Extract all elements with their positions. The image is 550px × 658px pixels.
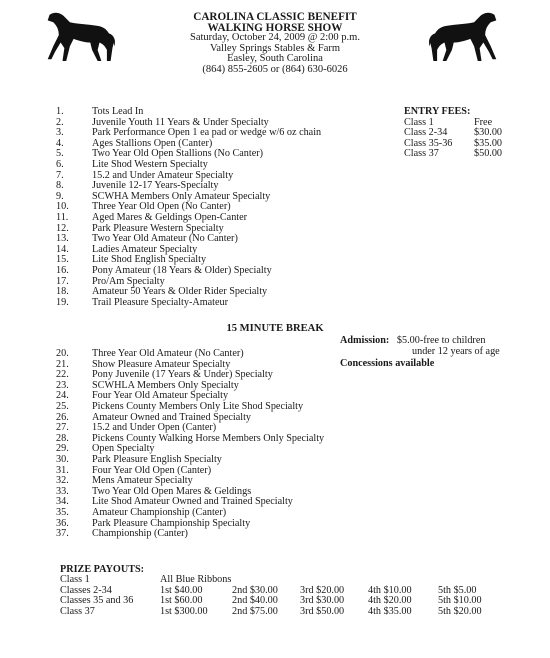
class-number: 33. [56,485,69,497]
payout-amount: 2nd $30.00 [232,584,278,596]
fee-row [404,148,503,160]
class-name: Show Pleasure Amateur Specialty [92,358,231,370]
class-number: 4. [56,137,64,149]
class-entry [56,349,356,360]
class-name: Park Pleasure Championship Specialty [92,517,251,529]
class-name: 15.2 and Under Amateur Specialty [92,169,234,181]
fee-class: Class 1 [404,116,434,128]
class-number: 11. [56,211,69,223]
class-name: 15.2 and Under Open (Canter) [92,422,217,434]
class-number: 1. [56,106,64,117]
class-name: Ages Stallions Open (Canter) [92,137,213,149]
class-name: Three Year Old Open (No Canter) [92,201,231,213]
fee-amount: $50.00 [474,148,503,160]
class-name: Pickens County Walking Horse Members Only Specialty [92,432,325,444]
show-subtitle: WALKING HORSE SHOW [207,21,343,34]
class-number: 12. [56,222,69,234]
payout-amount: 4th $20.00 [368,595,412,607]
payout-amount: 2nd $40.00 [232,595,278,607]
class-number: 31. [56,464,69,476]
payout-amount: 1st $300.00 [160,605,208,617]
payout-row [60,607,500,617]
fee-amount: $35.00 [474,137,503,149]
class-list-part2 [56,349,356,540]
class-name: Trail Pleasure Specialty-Amateur [92,296,228,308]
class-number: 14. [56,243,69,255]
class-name: Lite Shod English Specialty [92,254,207,266]
class-name: Park Pleasure English Specialty [92,453,222,465]
payout-class: Classes 35 and 36 [60,595,134,607]
class-name: Pro/Am Specialty [92,275,165,287]
class-number: 29. [56,443,69,455]
payout-amount: All Blue Ribbons [160,574,232,586]
payout-amount: 5th $5.00 [438,584,477,596]
payout-class: Classes 2-34 [60,584,112,596]
class-number: 18. [56,286,69,298]
class-name: Open Specialty [92,443,155,455]
admission-note: under 12 years of age [412,346,500,357]
class-number: 32. [56,475,69,487]
class-number: 9. [56,190,64,202]
fee-class: Class 2-34 [404,127,448,139]
class-entry [56,213,356,224]
fee-class: Class 35-36 [404,137,453,149]
class-number: 6. [56,158,64,170]
show-date: Saturday, October 24, 2009 @ 2:00 p.m. [190,32,360,44]
payout-row [60,596,500,606]
class-number: 8. [56,180,64,192]
class-number: 19. [56,296,69,308]
admission-label: Admission: [340,335,390,346]
class-name: Pickens County Members Only Lite Shod Specialty [92,400,304,412]
prize-payouts-title: PRIZE PAYOUTS: [60,564,145,575]
show-location: Easley, South Carolina [227,53,323,65]
class-name: Pony Amateur (18 Years & Older) Specialty [92,264,272,276]
class-list-part1 [56,107,356,308]
show-title: CAROLINA CLASSIC BENEFIT [193,11,357,23]
class-name: Two Year Old Open Mares & Geldings [92,485,252,497]
class-number: 27. [56,422,69,434]
class-number: 3. [56,127,64,139]
admission-price: $5.00-free to children [396,335,486,346]
fee-class: Class 37 [404,148,439,160]
payout-amount: 2nd $75.00 [232,605,278,617]
payout-amount: 1st $60.00 [160,595,203,607]
class-number: 30. [56,453,69,465]
payout-amount: 4th $10.00 [368,584,412,596]
class-name: Amateur Championship (Canter) [92,506,227,518]
payout-row [60,575,500,585]
class-number: 25. [56,400,69,412]
class-entry [56,160,356,171]
payout-class: Class 1 [60,574,90,586]
class-name: Two Year Old Open Stallions (No Canter) [92,148,264,160]
class-name: Pony Juvenile (17 Years & Under) Specialty [92,369,273,381]
payout-amount: 5th $20.00 [438,605,482,617]
admission-info [340,335,500,357]
payout-amount: 3rd $50.00 [300,605,345,617]
class-name: Ladies Amateur Specialty [92,243,198,255]
class-number: 26. [56,411,69,423]
class-name: SCWHLA Members Only Specialty [92,379,239,391]
payout-amount: 1st $40.00 [160,584,203,596]
class-number: 13. [56,233,69,245]
class-entry [56,402,356,413]
class-entry [56,508,356,519]
payout-amount: 3rd $30.00 [300,595,345,607]
payout-amount: 5th $10.00 [438,595,482,607]
class-number: 24. [56,390,69,402]
class-number: 37. [56,528,69,540]
class-name: Tots Lead In [92,106,144,117]
class-name: Lite Shod Amateur Owned and Trained Specialty [92,496,293,508]
class-name: Amateur 50 Years & Older Rider Specialty [92,286,268,298]
show-phone: (864) 855-2605 or (864) 630-6026 [202,63,348,75]
class-name: SCWHA Members Only Amateur Specialty [92,190,271,202]
class-name: Juvenile Youth 11 Years & Under Specialty [92,116,269,128]
show-venue: Valley Springs Stables & Farm [209,42,341,54]
class-name: Two Year Old Amateur (No Canter) [92,233,238,245]
class-name: Lite Shod Western Specialty [92,158,208,170]
class-entry [56,298,356,309]
fee-amount: Free [474,116,493,128]
class-name: Four Year Old Amateur Specialty [92,390,229,402]
entry-fees-title: ENTRY FEES: [404,106,471,117]
class-number: 21. [56,358,69,370]
class-number: 36. [56,517,69,529]
class-number: 15. [56,254,69,266]
class-number: 16. [56,264,69,276]
class-entry [56,529,356,540]
class-number: 35. [56,506,69,518]
class-number: 2. [56,116,64,128]
class-number: 5. [56,148,64,160]
class-number: 28. [56,432,69,444]
concessions-note: Concessions available [340,358,435,369]
class-number: 7. [56,169,64,181]
class-entry [56,266,356,277]
class-number: 23. [56,379,69,391]
class-name: Park Performance Open 1 ea pad or wedge w/6 oz chain [92,127,322,139]
payout-amount: 4th $35.00 [368,605,412,617]
payout-class: Class 37 [60,605,95,617]
class-number: 17. [56,275,69,287]
class-entry [56,455,356,466]
class-number: 34. [56,496,69,508]
payout-amount: 3rd $20.00 [300,584,345,596]
class-name: Mens Amateur Specialty [92,475,193,487]
class-name: Four Year Old Open (Canter) [92,464,212,476]
class-name: Juvenile 12-17 Years-Specialty [92,180,219,192]
class-entry [56,107,356,118]
class-number: 20. [56,348,69,359]
class-number: 10. [56,201,69,213]
class-name: Championship (Canter) [92,528,188,540]
class-name: Aged Mares & Geldings Open-Canter [92,211,248,223]
entry-fees [404,106,503,160]
fee-amount: $30.00 [474,127,503,139]
prize-payouts [60,565,500,617]
class-number: 22. [56,369,69,381]
show-header [0,12,550,76]
class-name: Park Pleasure Western Specialty [92,222,224,234]
class-name: Three Year Old Amateur (No Canter) [92,348,244,359]
break-label: 15 MINUTE BREAK [226,323,324,334]
class-name: Amateur Owned and Trained Specialty [92,411,252,423]
